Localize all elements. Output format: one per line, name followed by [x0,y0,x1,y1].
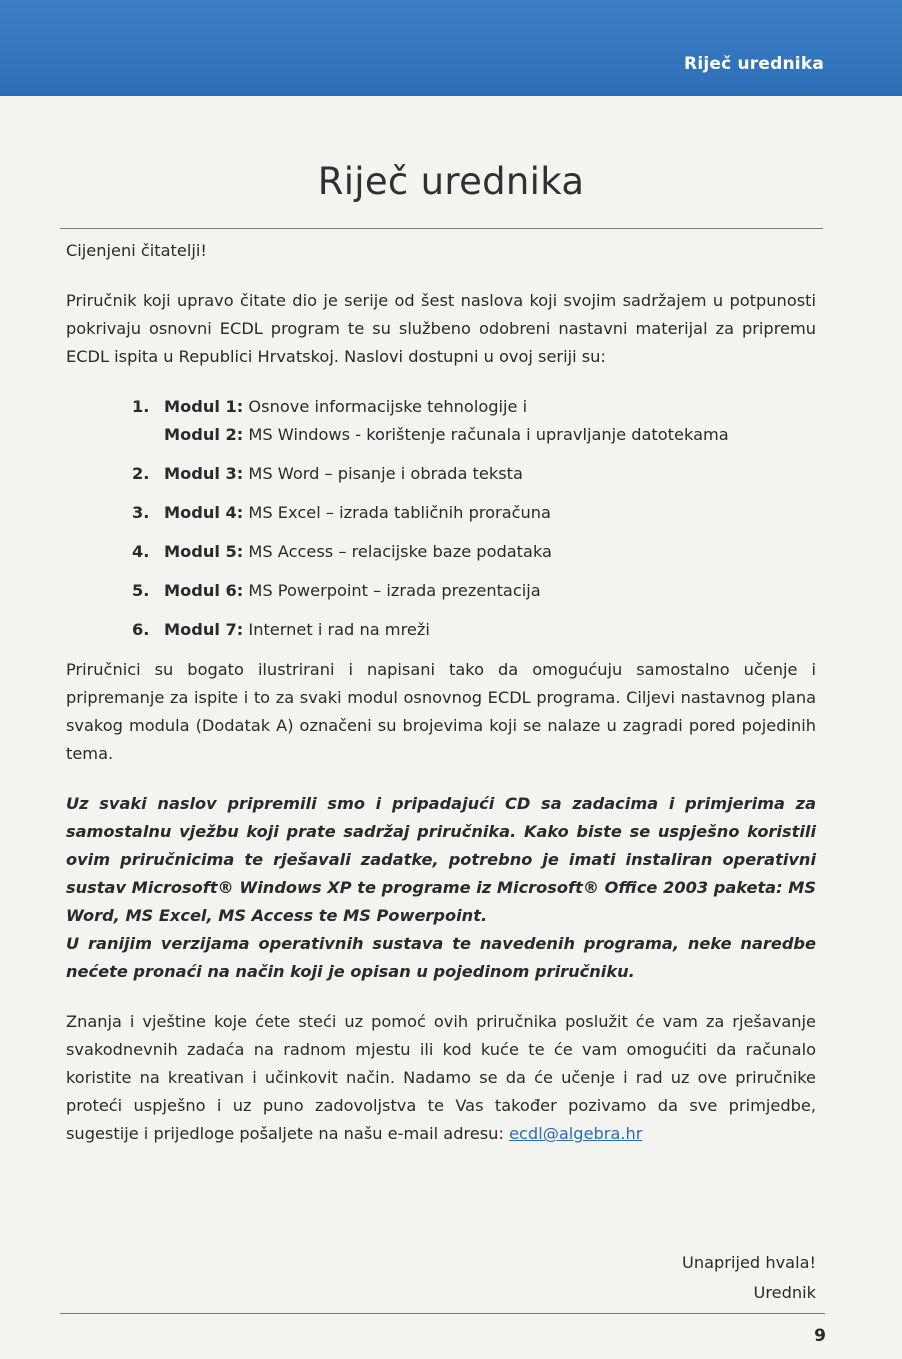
module-name: Modul 2: [164,425,244,444]
list-number: 6. [132,620,150,639]
manuals-paragraph: Priručnici su bogato ilustrirani i napisani tako da omogućuju samostalno učenje i pripremanje za ispite i to za svaki modul osnovnog ECDL programa. Ciljevi nastavnog plana svakog modula (Dodatak A) označeni su brojevima koji se nalaze u zagradi pored pojedinih tema. [66,660,816,763]
list-number: 5. [132,581,150,600]
list-item [132,460,816,488]
list-item [132,393,816,449]
list-number: 1. [132,397,150,416]
list-number: 4. [132,542,150,561]
list-item [132,616,816,644]
module-description: MS Word – pisanje i obrada teksta [248,464,523,483]
section-label: Riječ urednika [684,54,824,74]
module-description: MS Excel – izrada tabličnih proračuna [248,503,551,522]
requirements-paragraph: Uz svaki naslov pripremili smo i pripadajući CD sa zadacima i primjerima za samostalnu vježbu koji prate sadržaj priručnika. Kako biste se uspješno koristili ovim priručnicima te rješavali zadatke, potrebno je imati instaliran operativni sustav Microsoft® Windows XP te programe iz Microsoft® Office 2003 paketa: MS Word, MS Excel, MS Access te MS Powerpoint. [66,794,816,925]
module-description: Osnove informacijske tehnologije i [248,397,528,416]
email-link[interactable]: ecdl@algebra.hr [509,1124,643,1143]
signoff [682,1248,816,1308]
module-name: Modul 7: [164,620,244,639]
bottom-divider [60,1313,825,1314]
list-number: 3. [132,503,150,522]
signature: Urednik [753,1283,816,1302]
module-name: Modul 5: [164,542,244,561]
thanks-line: Unaprijed hvala! [682,1253,816,1272]
page-number: 9 [814,1326,826,1346]
module-description: MS Access – relacijske baze podataka [248,542,552,561]
list-item [132,577,816,605]
module-name: Modul 6: [164,581,244,600]
module-list [132,393,816,644]
requirements-note [66,790,816,986]
module-description: MS Powerpoint – izrada prezentacija [248,581,541,600]
main-content [66,237,816,1170]
module-name: Modul 4: [164,503,244,522]
top-divider [60,228,823,229]
intro-paragraph: Priručnik koji upravo čitate dio je serije od šest naslova koji svojim sadržajem u potpunosti pokrivaju osnovni ECDL program te su službeno odobreni nastavni materijal za pripremu ECDL ispita u Republici Hrvatskoj. Naslovi dostupni u ovoj seriji su: [66,291,816,366]
module-description: Internet i rad na mreži [248,620,430,639]
list-item [132,499,816,527]
module-name: Modul 1: [164,397,244,416]
closing-paragraph [66,1008,816,1148]
closing-text: Znanja i vještine koje ćete steći uz pomoć ovih priručnika poslužit će vam za rješavanje svakodnevnih zadaća na radnom mjestu ili kod kuće te će vam omogućiti da računalo koristite na kreativan i učinkovit način. Nadamo se da će učenje i rad uz ove priručnike proteći uspješno i uz puno zadovoljstva te Vas također pozivamo da sve primjedbe, sugestije i prijedloge pošaljete na našu e-mail adresu: [66,1012,816,1143]
page-title: Riječ urednika [317,160,585,203]
older-versions-paragraph: U ranijim verzijama operativnih sustava te navedenih programa, neke naredbe nećete pronaći na način koji je opisan u pojedinom priručniku. [66,934,816,981]
list-number: 2. [132,464,150,483]
header-band [0,0,902,96]
greeting: Cijenjeni čitatelji! [66,241,207,260]
list-item [132,538,816,566]
module-name: Modul 3: [164,464,244,483]
module-description: MS Windows - korištenje računala i upravljanje datotekama [248,425,729,444]
